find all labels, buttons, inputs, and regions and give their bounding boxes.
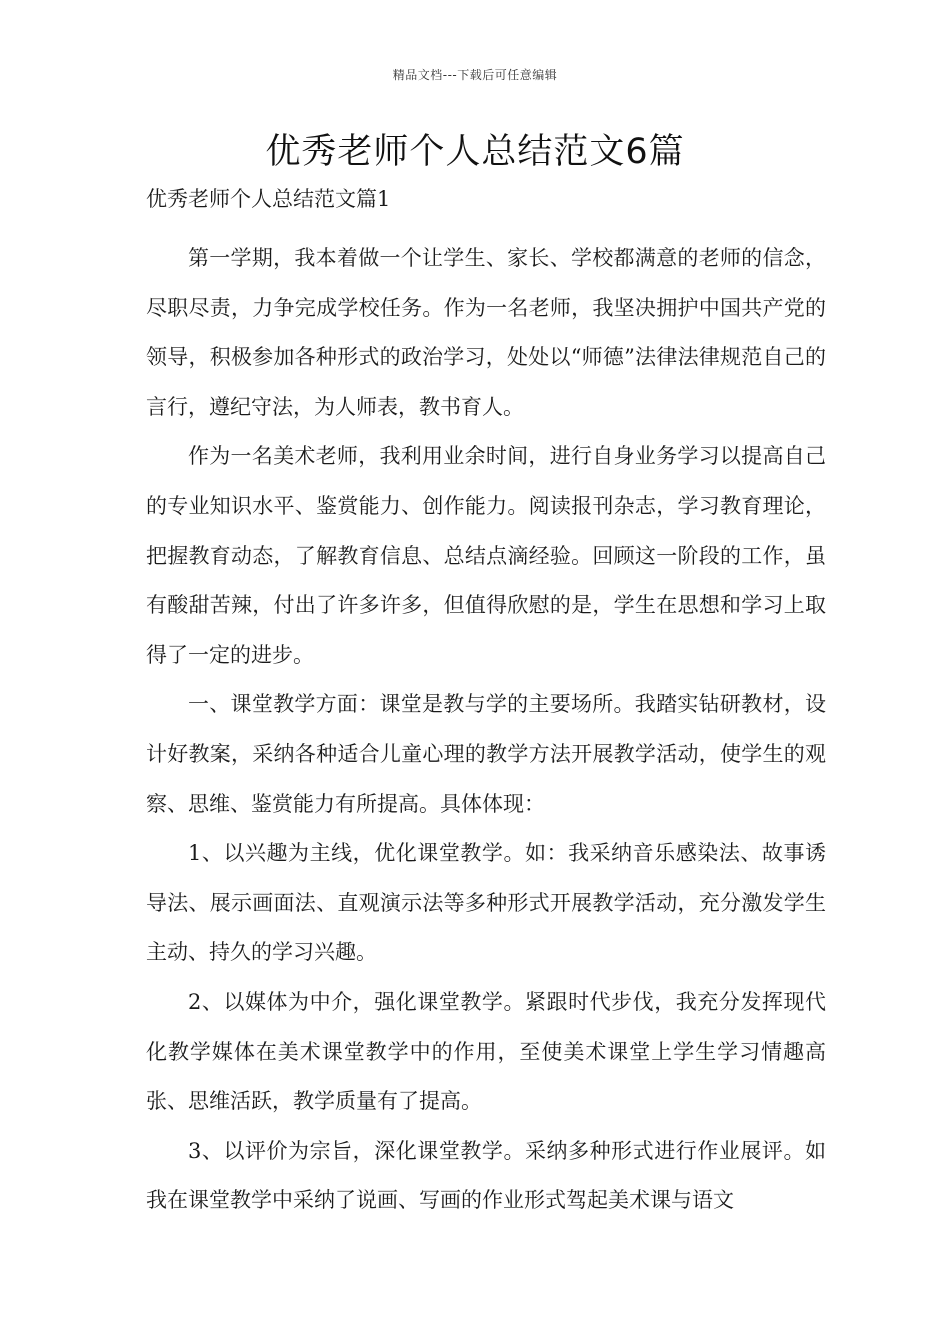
- paragraph: 一、课堂教学方面：课堂是教与学的主要场所。我踏实钻研教材，设计好教案，采纳各种适合儿童心理的教学方法开展教学活动，使学生的观察、思维、鉴赏能力有所提高。具体体现：: [146, 692, 826, 816]
- document-title: 优秀老师个人总结范文6篇: [265, 132, 685, 172]
- paragraph: 1、以兴趣为主线，优化课堂教学。如：我采纳音乐感染法、故事诱导法、展示画面法、直观演示法等多种形式开展教学活动，充分激发学生主动、持久的学习兴趣。: [146, 841, 826, 965]
- header-note: 精品文档---下载后可任意编辑: [392, 68, 558, 82]
- section-heading: 优秀老师个人总结范文篇1: [146, 187, 391, 211]
- document-body: [146, 234, 826, 1226]
- paragraph: 作为一名美术老师，我利用业余时间，进行自身业务学习以提高自己的专业知识水平、鉴赏能力、创作能力。阅读报刊杂志，学习教育理论，把握教育动态，了解教育信息、总结点滴经验。回顾这一阶段的工作，虽有酸甜苦辣，付出了许多许多，但值得欣慰的是，学生在思想和学习上取得了一定的进步。: [146, 444, 826, 667]
- paragraph: 2、以媒体为中介，强化课堂教学。紧跟时代步伐，我充分发挥现代化教学媒体在美术课堂教学中的作用，至使美术课堂上学生学习情趣高张、思维活跃，教学质量有了提高。: [146, 989, 826, 1114]
- paragraph: 第一学期，我本着做一个让学生、家长、学校都满意的老师的信念，尽职尽责，力争完成学校任务。作为一名老师，我坚决拥护中国共产党的领导，积极参加各种形式的政治学习，处处以“师德”法律法律规范自己的言行，遵纪守法，为人师表，教书育人。: [146, 246, 826, 419]
- paragraph: 3、以评价为宗旨，深化课堂教学。采纳多种形式进行作业展评。如我在课堂教学中采纳了说画、写画的作业形式驾起美术课与语文: [146, 1138, 826, 1213]
